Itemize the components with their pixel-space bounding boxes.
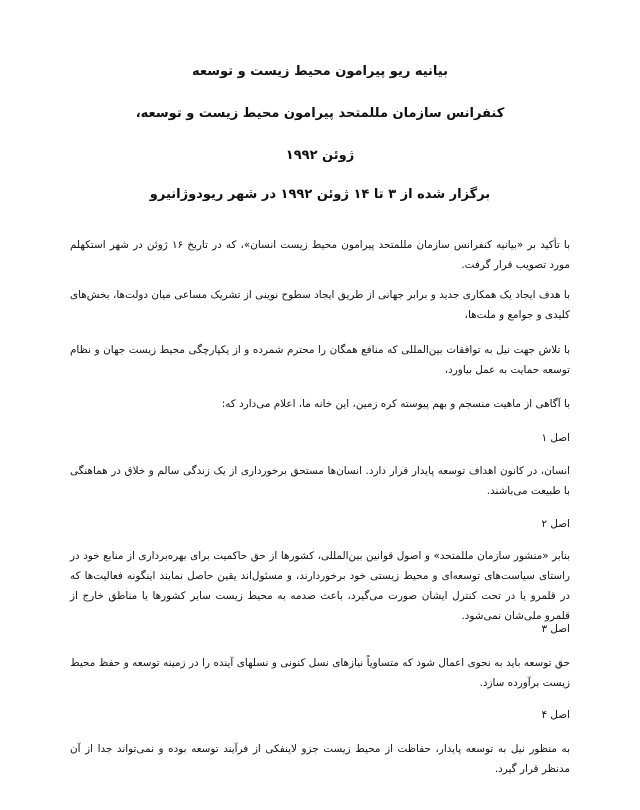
document-subtitle: کنفرانس سازمان مللمتحد پیرامون محیط زیست و توسعه،	[135, 106, 505, 121]
preamble-paragraph: با هدف ایجاد یک همکاری جدید و برابر جهانی از طریق ایجاد سطوح نوینی از تشریک مساعی میان دولت‌ها، بخش‌های کلیدی و جوامع و ملت‌ها،	[70, 289, 570, 321]
article-text: بنابر «منشور سازمان مللمتحد» و اصول قوانین بین‌المللی، کشورها از حق حاکمیت برای بهره‌برداری از منابع خود در راستای سیاست‌های توسعه‌ای و محیط زیستی خود برخوردارند، و مسئول‌اند یقین حاصل نمایند اینگونه فعالیت‌ها که در قلمرو یا در تحت کنترل ایشان صورت می‌گیرد، باعث صدمه به محیط زیست سایر کشورها یا مناطق خارج از قلمرو ملی‌شان نمی‌شود.	[70, 550, 570, 622]
article-heading: اصل ۱	[541, 432, 570, 444]
article-heading: اصل ۳	[541, 623, 570, 635]
document-venue: برگزار شده از ۳ تا ۱۴ ژوئن ۱۹۹۲ در شهر ریودوژانیرو	[149, 187, 491, 202]
article-text: حق توسعه باید به نحوی اعمال شود که متساویاً نیازهای نسل کنونی و نسلهای آینده را در زمینه توسعه و حفظ محیط زیست برآورده سازد.	[70, 657, 570, 689]
article-text: به منظور نیل به توسعه پایدار، حفاظت از محیط زیست جزو لاینفکی از فرآیند توسعه بوده و نمی‌تواند جدا از آن مدنظر قرار گیرد.	[70, 743, 570, 775]
preamble-paragraph: با تأکید بر «بیانیه کنفرانس سازمان مللمتحد پیرامون محیط زیست انسان»، که در تاریخ ۱۶ ژوئن در شهر استکهلم مورد تصویب قرار گرفت.	[70, 239, 570, 271]
article-text: انسان، در کانون اهداف توسعه پایدار قرار دارد. انسان‌ها مستحق برخورداری از یک زندگی سالم و خلاق در هماهنگی با طبیعت می‌باشند.	[70, 465, 570, 497]
preamble-paragraph: با تلاش جهت نیل به توافقات بین‌المللی که منافع همگان را محترم شمرده و از یکپارچگی محیط زیست جهان و نظام توسعه حمایت به عمل بیاورد،	[70, 344, 570, 376]
document-title: بیانیه ریو پیرامون محیط زیست و توسعه	[192, 64, 448, 79]
article-heading: اصل ۴	[541, 709, 570, 721]
article-heading: اصل ۲	[541, 518, 570, 530]
preamble-paragraph: با آگاهی از ماهیت منسجم و بهم پیوسته کره زمین، این خانه ما، اعلام می‌دارد که:	[221, 398, 570, 410]
document-date: ژوئن ۱۹۹۲	[285, 148, 355, 163]
